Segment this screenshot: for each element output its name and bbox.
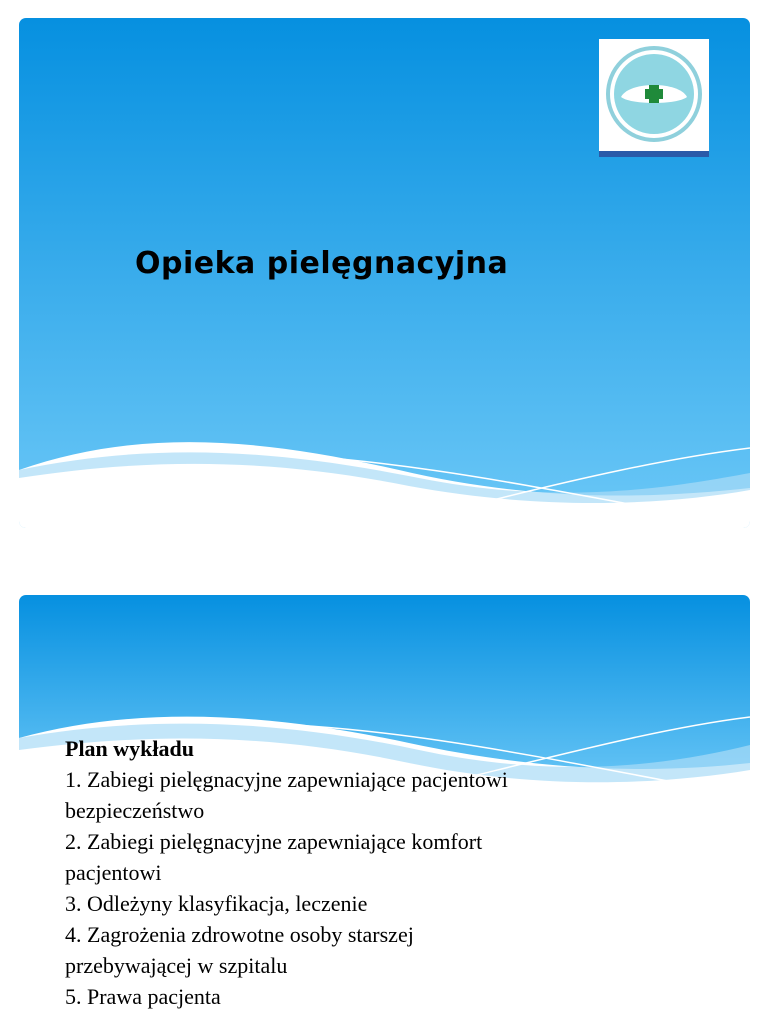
plan-item: 3. Odleżyny klasyfikacja, leczenie (65, 891, 368, 916)
slide-title: Opieka pielęgnacyjna (135, 246, 509, 281)
title-slide (19, 18, 750, 528)
plan-heading: Plan wykładu (65, 736, 194, 761)
agenda-slide (19, 595, 750, 1024)
plan-item: 4. Zagrożenia zdrowotne osoby starszej przebywającej w szpitalu (65, 922, 414, 978)
lecture-plan (65, 733, 705, 1012)
plan-item: 2. Zabiegi pielęgnacyjne zapewniające komfort pacjentowi (65, 829, 483, 885)
logo (599, 39, 709, 157)
plan-item: 5. Prawa pacjenta (65, 984, 221, 1009)
logo-strip (599, 151, 709, 157)
nurse-cap-cross-icon (599, 39, 709, 157)
plan-item: 1. Zabiegi pielęgnacyjne zapewniające pacjentowi bezpieczeństwo (65, 767, 508, 823)
